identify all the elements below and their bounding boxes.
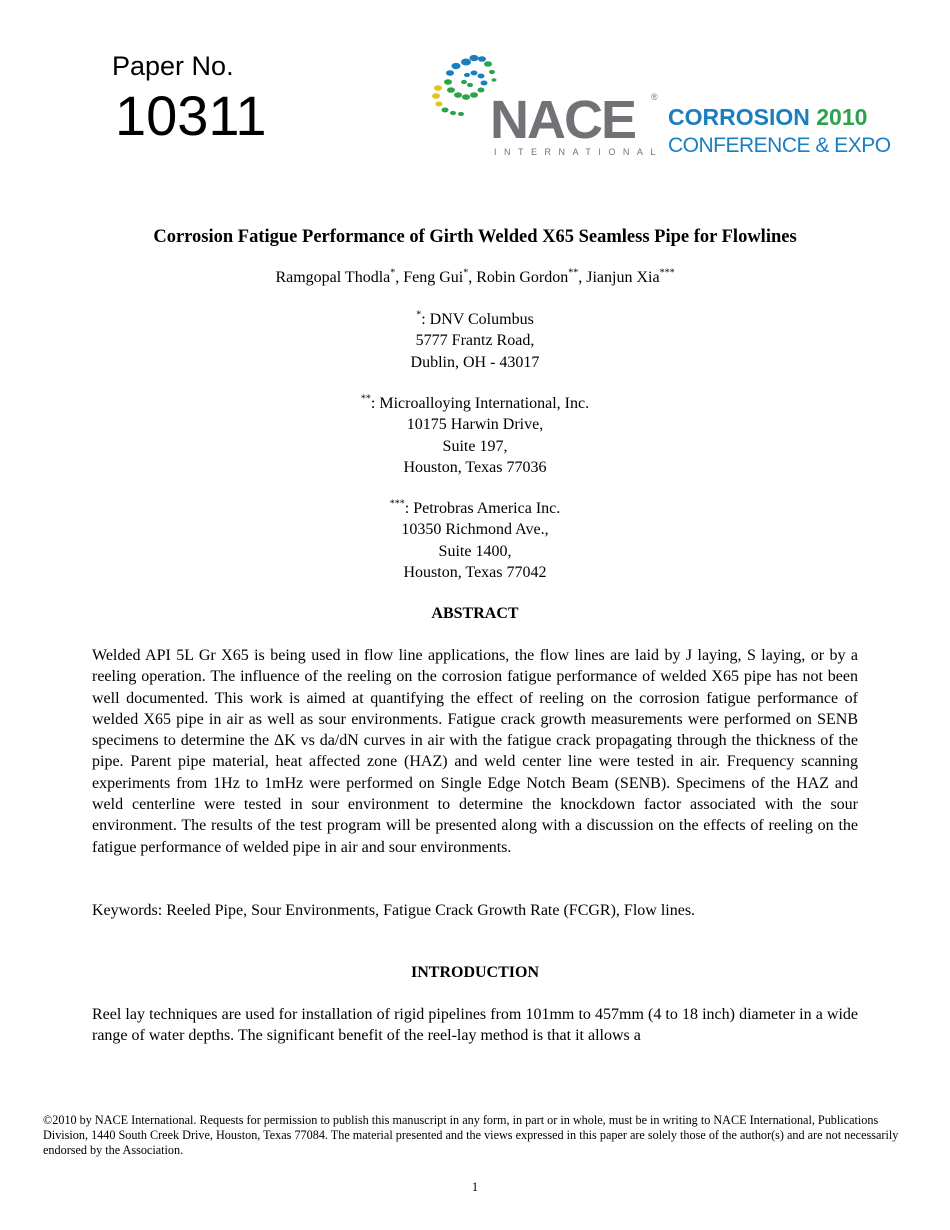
logo-swirl-dot <box>458 112 464 116</box>
affiliation-org: *: DNV Columbus <box>416 309 534 328</box>
logo-swirl-dot <box>471 71 478 76</box>
affiliation-address-line: 5777 Frantz Road, <box>415 332 535 350</box>
paper-number: 10311 <box>115 84 267 147</box>
logo-swirl-dot <box>442 108 449 113</box>
logo-swirl-dot <box>444 79 452 85</box>
author-name: Jianjun Xia <box>586 269 660 286</box>
affiliation-address-line: Houston, Texas 77036 <box>403 458 547 476</box>
author-affiliation-mark: *** <box>659 267 675 279</box>
author-affiliation-mark: * <box>463 267 469 279</box>
abstract-body: Welded API 5L Gr X65 is being used in flow line applications, the flow lines are laid by J laying, S laying, or by a reeling operation. The influence of the reeling on the corrosion fatigue performance of welded X65 pipe has not been well documented. This work is aimed at quantifying the effect of reeling on the corrosion fatigue performance of welded X65 pipe in air as well as sour environments. Fatigue crack growth measurements were performed on SENB specimens to determine the ΔK vs da/dN curves in air with the fatigue crack propagating through the thickness of the pipe. Parent pipe material, heat affected zone (HAZ) and weld center line were tested in air. Frequency scanning experiments from 1Hz to 1mHz were performed on Single Edge Notch Beam (SENB). Specimens of the HAZ and weld centerline were tested in sour environment to determine the knockdown factor associated with the sour environment. The results of the test program will be presented along with a discussion on the effects of reeling on the fatigue performance of welded pipe in air and sour environments. <box>92 647 858 856</box>
affiliation-org: **: Microalloying International, Inc. <box>360 393 590 412</box>
affiliation-address-line: Suite 197, <box>442 437 508 455</box>
nace-logo-wordmark: NACE <box>490 90 636 150</box>
logo-swirl-dot <box>452 63 461 69</box>
logo-swirl-dot <box>467 83 473 87</box>
affiliation-address-line: 10175 Harwin Drive, <box>406 416 544 434</box>
logo-swirl-dot <box>461 59 471 66</box>
copyright-notice: ©2010 by NACE International. Requests for permission to publish this manuscript in any form, in part or in whole, must be in writing to NACE International, Publications Division, 1440 South Creek Drive, Houston, Texas 77084. The material presented and the views expressed in this paper are solely those of the author(s) and are not necessarily endorsed by the Association. <box>43 1113 899 1157</box>
logo-swirl-dot <box>432 93 440 99</box>
logo-swirl-dot <box>446 70 454 76</box>
logo-swirl-dot <box>478 88 485 93</box>
author-affiliation-mark: ** <box>568 267 579 279</box>
author-name: Feng Gui <box>403 269 464 286</box>
logo-swirl-dot <box>461 80 467 84</box>
corrosion-word: CORROSION <box>668 104 810 130</box>
logo-swirl-dot <box>484 61 492 67</box>
affiliation-address-line: 10350 Richmond Ave., <box>401 521 549 539</box>
paper-title: Corrosion Fatigue Performance of Girth Welded X65 Seamless Pipe for Flowlines <box>153 227 797 247</box>
abstract-heading: ABSTRACT <box>431 605 519 622</box>
logo-swirl-dot <box>464 73 470 77</box>
logo-swirl-dot <box>450 111 456 115</box>
logo-swirl-dot <box>470 55 479 61</box>
logo-swirl-dot <box>478 56 486 62</box>
introduction-body: Reel lay techniques are used for installation of rigid pipelines from 101mm to 457mm (4 to 18 inch) diameter in a wide range of water depths. The significant benefit of the reel-lay method is that it allows a <box>92 1006 858 1045</box>
logo-swirl-dot <box>454 92 462 98</box>
author-list: Ramgopal Thodla*, Feng Gui*, Robin Gordon**, Jianjun Xia*** <box>275 267 675 286</box>
registered-mark: ® <box>651 92 658 102</box>
logo-swirl-dot <box>470 92 478 98</box>
page-number: 1 <box>471 1180 479 1194</box>
conference-expo-subtitle: CONFERENCE & EXPO <box>668 134 891 157</box>
logo-swirl-dot <box>478 74 485 79</box>
affiliation-address-line: Houston, Texas 77042 <box>403 563 547 581</box>
keywords-line: Keywords: Reeled Pipe, Sour Environments, Fatigue Crack Growth Rate (FCGR), Flow lines. <box>92 902 696 919</box>
affiliation-block <box>0 309 950 373</box>
paper-label: Paper No. <box>112 51 234 81</box>
nace-international-subtitle: INTERNATIONAL <box>494 147 663 157</box>
corrosion-2010-logo <box>668 104 867 130</box>
logo-swirl-dot <box>436 102 443 107</box>
affiliation-address-line: Dublin, OH - 43017 <box>410 353 540 371</box>
author-affiliation-mark: * <box>390 267 396 279</box>
logo-swirl-dot <box>481 81 488 86</box>
affiliation-block <box>0 393 950 478</box>
logo-swirl-dot <box>462 94 470 100</box>
logo-swirl-dot <box>489 70 495 74</box>
affiliation-org: ***: Petrobras America Inc. <box>389 498 561 517</box>
affiliation-block <box>0 498 950 583</box>
logo-swirl-dot <box>447 87 455 93</box>
introduction-heading: INTRODUCTION <box>410 964 539 981</box>
logo-swirl-dot <box>492 78 497 82</box>
author-name: Robin Gordon <box>476 269 569 286</box>
author-name: Ramgopal Thodla <box>275 269 391 286</box>
logo-swirl-dot <box>434 85 442 91</box>
affiliation-address-line: Suite 1400, <box>438 542 512 560</box>
corrosion-year: 2010 <box>816 104 868 130</box>
